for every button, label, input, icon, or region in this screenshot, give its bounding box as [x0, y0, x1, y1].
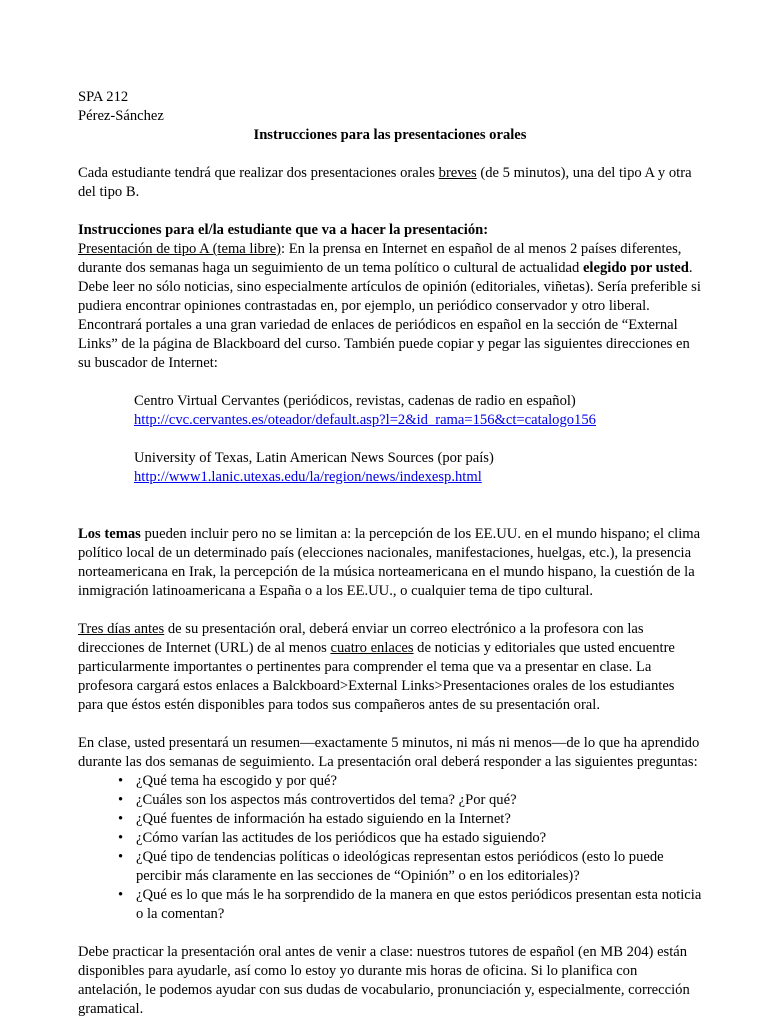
en-clase-paragraph: En clase, usted presentará un resumen—exactamente 5 minutos, ni más ni menos—de lo que ha aprendido durante las dos semanas de seguimiento. La presentación oral deberá responder a las siguientes preguntas:: [78, 735, 700, 770]
course-code: SPA 212: [78, 89, 129, 105]
elegido-bold: elegido por usted: [582, 260, 689, 276]
type-a-label: Presentación de tipo A (tema libre): [78, 241, 282, 257]
list-item: • ¿Qué tipo de tendencias políticas o ideológicas representan estos periódicos (esto lo puede percibir más claramente en las secciones de “Opinión” o en los editoriales)?: [118, 848, 702, 886]
intro-paragraph: Cada estudiante tendrá que realizar dos presentaciones orales breves (de 5 minutos), una del tipo A y otra del tipo B.: [78, 165, 692, 200]
list-item: • ¿Qué tema ha escogido y por qué?: [118, 772, 702, 791]
document-page: [78, 88, 702, 1019]
list-item: • ¿Cómo varían las actitudes de los periódicos que ha estado siguiendo?: [118, 829, 702, 848]
list-item: • ¿Qué es lo que más le ha sorprendido de la manera en que estos periódicos presentan esta noticia o la comentan?: [118, 886, 702, 924]
cervantes-link[interactable]: http://cvc.cervantes.es/oteador/default.asp?l=2&id_rama=156&ct=catalogo156: [134, 412, 596, 428]
link-name: University of Texas, Latin American News Sources (por país): [134, 450, 494, 466]
breves-underlined: breves: [438, 165, 477, 181]
list-item: • ¿Qué fuentes de información ha estado siguiendo en la Internet?: [118, 810, 702, 829]
section-heading: Instrucciones para el/la estudiante que va a hacer la presentación:: [78, 222, 489, 238]
practicar-paragraph: Debe practicar la presentación oral antes de venir a clase: nuestros tutores de español (en MB 204) están disponibles para ayudarle, así como lo estoy yo durante mis horas de oficina. Si lo planifica con antelación, le podemos ayudar con sus dudas de vocabulario, pronunciación y, especialmente, corrección gramatical.: [78, 944, 690, 1017]
link-block-cervantes: [78, 392, 702, 430]
author-name: Pérez-Sánchez: [78, 108, 164, 124]
temas-lead: Los temas: [78, 526, 141, 542]
tres-dias-paragraph: Tres días antes de su presentación oral, deberá enviar un correo electrónico a la profesora con las direcciones de Internet (URL) de al menos cuatro enlaces de noticias y editoriales que usted encuentre particularmente importantes o pertinentes para comprender el tema que va a presentar en clase. La profesora cargará estos enlaces a Balckboard>External Links>Presentaciones orales de los estudiantes para que éstos estén disponibles para todos sus compañeros antes de su presentación oral.: [78, 621, 675, 713]
document-title: Instrucciones para las presentaciones orales: [253, 127, 527, 143]
list-item: • ¿Cuáles son los aspectos más controvertidos del tema? ¿Por qué?: [118, 791, 702, 810]
type-a-paragraph: Presentación de tipo A (tema libre): En la prensa en Internet en español de al menos 2 países diferentes, durante dos semanas haga un seguimiento de un tema político o cultural de actualidad elegido por usted. Debe leer no sólo noticias, sino especialmente artículos de opinión (editoriales, viñetas). Sería preferible si pudiera encontrar opiniones contrastadas en, por ejemplo, un periódico conservador y otro liberal. Encontrará portales a una gran variedad de enlaces de periódicos en español en la sección de “External Links” de la página de Blackboard del curso. También puede copiar y pegar las siguientes direcciones en su buscador de Internet:: [78, 241, 701, 371]
questions-list: [78, 772, 702, 924]
utexas-link[interactable]: http://www1.lanic.utexas.edu/la/region/news/indexesp.html: [134, 469, 482, 485]
temas-paragraph: Los temas pueden incluir pero no se limitan a: la percepción de los EE.UU. en el mundo hispano; el clima político local de un determinado país (elecciones nacionales, manifestaciones, huelgas, etc.), la presencia norteamericana en Irak, la percepción de la música norteamericana en el mundo hispano, la cuestión de la inmigración latinoamericana a España o a los EE.UU., o cualquier tema de tipo cultural.: [78, 526, 701, 599]
link-block-utexas: [78, 449, 702, 487]
link-name: Centro Virtual Cervantes (periódicos, revistas, cadenas de radio en español): [134, 393, 576, 409]
